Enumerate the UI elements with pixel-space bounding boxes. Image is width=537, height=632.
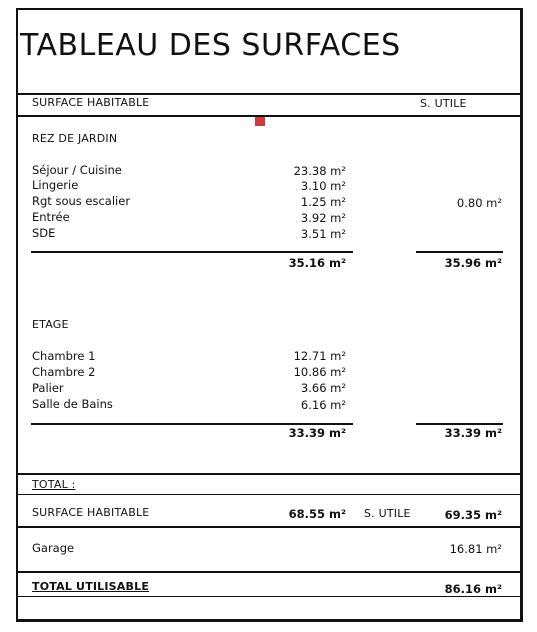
row-area: 3.66 m²: [300, 381, 346, 395]
grand-total-value: 86.16 m²: [444, 582, 502, 596]
row-label: SDE: [32, 226, 56, 240]
page-title: TABLEAU DES SURFACES: [20, 28, 401, 63]
row-label: Chambre 2: [32, 365, 96, 379]
row-area: 3.51 m²: [300, 227, 346, 241]
header-bottom-rule: [16, 115, 521, 117]
total-heading: TOTAL :: [32, 478, 76, 491]
garage-top-rule: [16, 526, 521, 528]
grand-total-bottom-rule: [16, 596, 521, 597]
header-surface-habitable: SURFACE HABITABLE: [32, 96, 150, 109]
row-label: Séjour / Cuisine: [32, 163, 122, 177]
row-label: Lingerie: [32, 178, 79, 192]
subtotal-rule-right: [416, 251, 503, 253]
subtotal-area: 35.16 m²: [288, 256, 346, 270]
red-marker: [255, 117, 265, 126]
row-area: 10.86 m²: [293, 365, 346, 379]
row-label: Salle de Bains: [32, 397, 113, 411]
grand-total-label: TOTAL UTILISABLE: [32, 580, 150, 593]
row-area: 3.10 m²: [300, 179, 346, 193]
subtotal-rule-left: [31, 251, 353, 253]
row-area: 1.25 m²: [300, 195, 346, 209]
row-label: Chambre 1: [32, 349, 96, 363]
total-util-label: S. UTILE: [364, 507, 411, 520]
header-s-utile: S. UTILE: [420, 97, 467, 110]
row-area: 3.92 m²: [300, 211, 346, 225]
row-util: 0.80 m²: [456, 196, 502, 210]
total-surface-value: 68.55 m²: [288, 507, 346, 521]
row-area: 12.71 m²: [293, 349, 346, 363]
row-label: Rgt sous escalier: [32, 194, 131, 208]
total-util-value: 69.35 m²: [444, 508, 502, 522]
total-surface-label: SURFACE HABITABLE: [32, 506, 150, 519]
grand-total-top-rule: [16, 571, 521, 573]
garage-label: Garage: [32, 541, 75, 555]
subtotal-util: 35.96 m²: [444, 256, 502, 270]
row-label: Entrée: [32, 210, 70, 224]
garage-value: 16.81 m²: [449, 542, 502, 556]
row-label: Palier: [32, 381, 64, 395]
total-heading-rule: [16, 494, 521, 495]
subtotal-area: 33.39 m²: [288, 426, 346, 440]
section-title-etage: ETAGE: [32, 318, 69, 331]
section-title-rez: REZ DE JARDIN: [32, 132, 118, 145]
row-area: 6.16 m²: [300, 398, 346, 412]
row-area: 23.38 m²: [293, 164, 346, 178]
total-top-rule: [16, 473, 521, 475]
subtotal-util: 33.39 m²: [444, 426, 502, 440]
